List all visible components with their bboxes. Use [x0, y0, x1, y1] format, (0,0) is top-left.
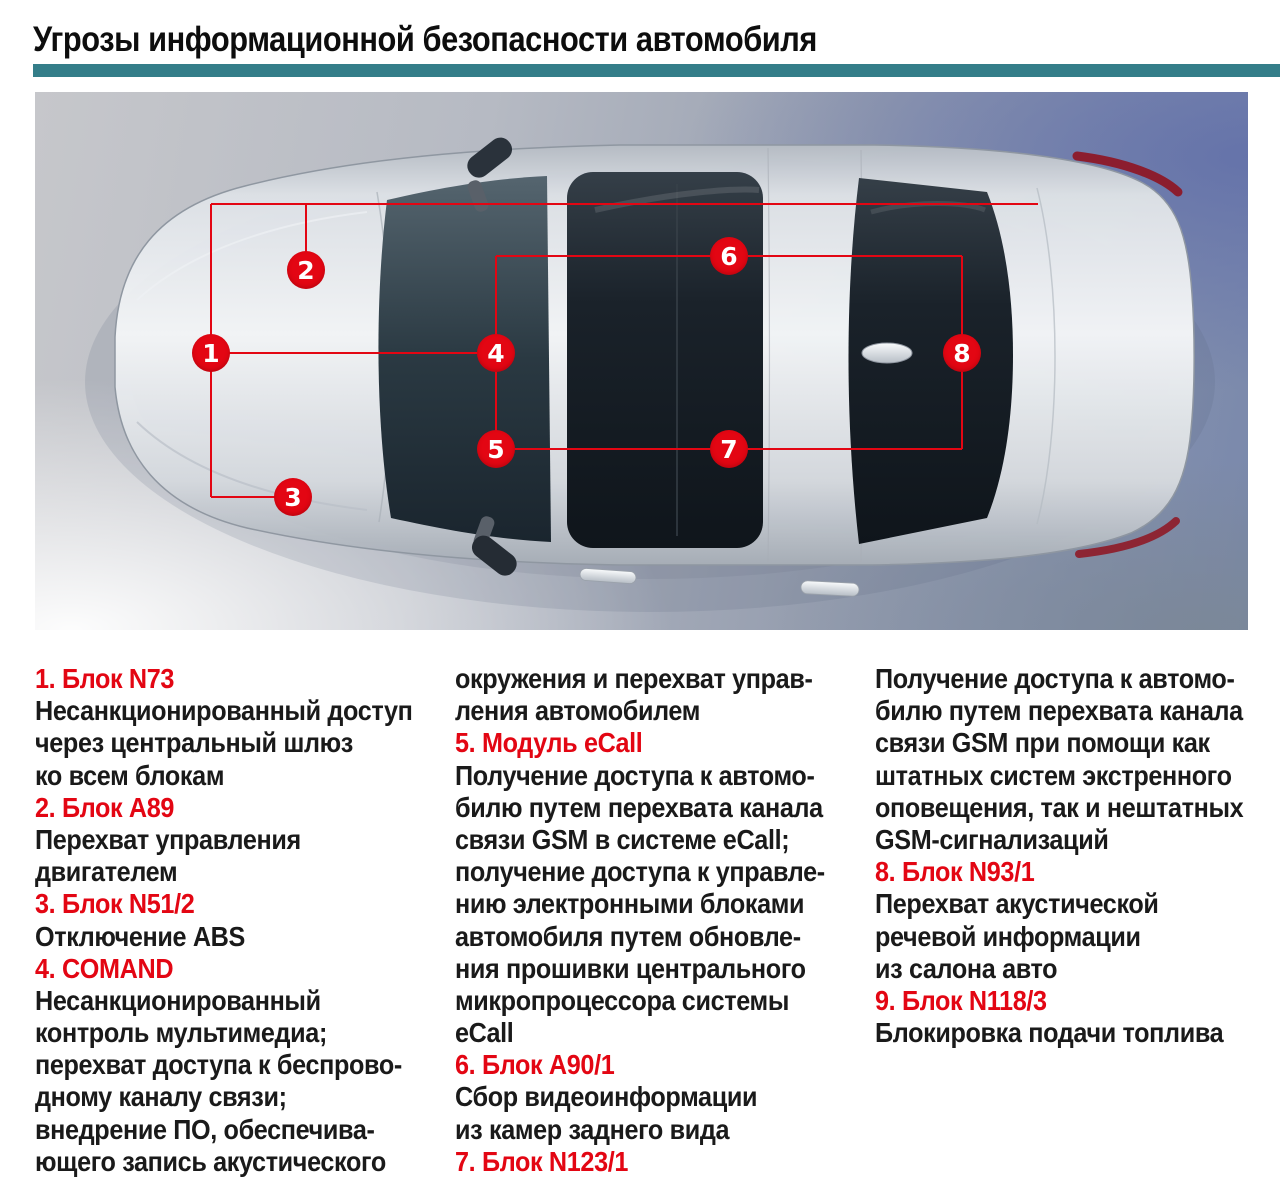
- legend-heading: 6. Блок А90/1: [455, 1049, 615, 1081]
- page-title: Угрозы информационной безопасности автомобиля: [33, 20, 817, 59]
- legend-text-line: Отключение ABS: [35, 920, 245, 952]
- legend-heading: 3. Блок N51/2: [35, 888, 195, 920]
- legend-text-line: через центральный шлюз: [35, 727, 353, 759]
- marker-1: 1: [192, 334, 230, 372]
- legend-text-line: получение доступа к управле-: [455, 856, 825, 888]
- legend-heading: 4. COMAND: [35, 952, 174, 984]
- marker-4: 4: [477, 334, 515, 372]
- legend-text-line: перехват доступа к беспрово-: [35, 1049, 402, 1081]
- legend-text-line: Перехват управления: [35, 823, 301, 855]
- legend-text-line: eCall: [455, 1017, 514, 1049]
- legend-heading: 9. Блок N118/3: [875, 984, 1047, 1016]
- legend-text-line: внедрение ПО, обеспечива-: [35, 1113, 375, 1145]
- legend-text-line: ющего запись акустического: [35, 1145, 386, 1177]
- legend-text-line: контроль мультимедиа;: [35, 1017, 328, 1049]
- legend-text-line: из камер заднего вида: [455, 1113, 730, 1145]
- marker-3: 3: [274, 478, 312, 516]
- legend-text-line: Сбор видеоинформации: [455, 1081, 758, 1113]
- legend-text-line: ления автомобилем: [455, 695, 700, 727]
- legend-text-line: билю путем перехвата канала: [455, 791, 823, 823]
- legend-column-2: [455, 663, 870, 1178]
- legend-text-line: Перехват акустической: [875, 888, 1159, 920]
- marker-5: 5: [477, 430, 515, 468]
- legend-text-line: Получение доступа к автомо-: [455, 759, 815, 791]
- legend-text-line: автомобиля путем обновле-: [455, 920, 801, 952]
- legend-text-line: из салона авто: [875, 952, 1058, 984]
- marker-8: 8: [943, 334, 981, 372]
- legend-heading: 8. Блок N93/1: [875, 856, 1035, 888]
- legend-heading: 1. Блок N73: [35, 663, 175, 694]
- legend-text-line: Блокировка подачи топлива: [875, 1017, 1224, 1049]
- marker-layer: [35, 92, 1248, 630]
- legend-text-line: дному каналу связи;: [35, 1081, 287, 1113]
- legend-text-line: связи GSM при помощи как: [875, 727, 1210, 759]
- marker-7: 7: [710, 430, 748, 468]
- legend-text-line: Получение доступа к автомо-: [875, 663, 1235, 694]
- legend-text-line: ния прошивки центрального: [455, 952, 806, 984]
- marker-6: 6: [710, 237, 748, 275]
- legend-text-line: речевой информации: [875, 920, 1141, 952]
- legend-text-line: GSM-сигнализаций: [875, 823, 1109, 855]
- legend-text-line: Несанкционированный доступ: [35, 695, 413, 727]
- legend-text-line: нию электронными блоками: [455, 888, 805, 920]
- legend-text-line: ко всем блокам: [35, 759, 225, 791]
- legend-text-line: штатных систем экстренного: [875, 759, 1232, 791]
- legend-column-3: [875, 663, 1280, 1049]
- marker-2: 2: [287, 251, 325, 289]
- legend-text-line: билю путем перехвата канала: [875, 695, 1243, 727]
- legend-text-line: микропроцессора системы: [455, 984, 789, 1016]
- legend-text-line: двигателем: [35, 856, 178, 888]
- legend-text-line: оповещения, так и нештатных: [875, 791, 1244, 823]
- legend-heading: 7. Блок N123/1: [455, 1145, 629, 1177]
- legend-heading: 2. Блок А89: [35, 791, 175, 823]
- legend-text-line: Несанкционированный: [35, 984, 321, 1016]
- title-rule: [33, 64, 1280, 77]
- legend-column-1: [35, 663, 450, 1178]
- legend-text-line: связи GSM в системе eCall;: [455, 823, 790, 855]
- legend-text-line: окружения и перехват управ-: [455, 663, 813, 694]
- legend-heading: 5. Модуль eCall: [455, 727, 643, 759]
- car-photo: [35, 92, 1248, 630]
